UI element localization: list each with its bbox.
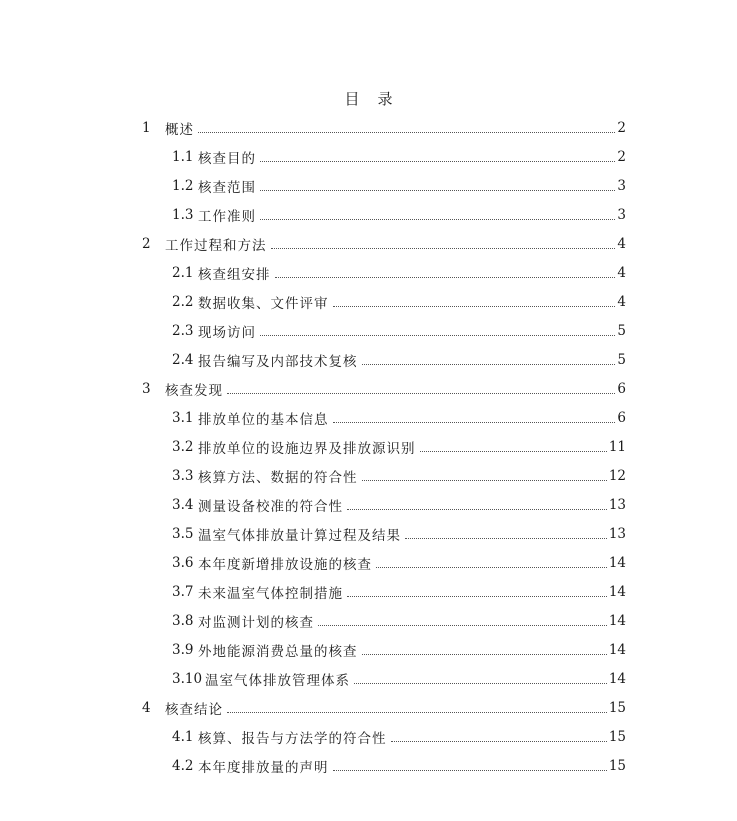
- toc-entry-label: 核查结论: [165, 698, 225, 718]
- toc-entry[interactable]: [0, 287, 737, 316]
- toc-entry-label: 外地能源消费总量的核查: [198, 640, 360, 660]
- toc-entry[interactable]: [0, 606, 737, 635]
- toc-entry-number: 1.1: [172, 148, 194, 165]
- toc-entry-page-number: 14: [608, 670, 626, 687]
- toc-entry-label: 本年度排放量的声明: [198, 756, 331, 776]
- toc-entry-page-number: 2: [617, 119, 626, 136]
- toc-entry-page-number: 6: [617, 409, 626, 426]
- toc-title-right: 录: [377, 90, 393, 108]
- toc-entry-number: 2.2: [172, 293, 194, 310]
- toc-entry-page-number: 13: [608, 496, 626, 513]
- toc-entry-number: 2.4: [172, 351, 194, 368]
- toc-leader-dots: [347, 595, 607, 597]
- toc-entry-label: 工作准则: [198, 205, 258, 225]
- toc-entry-number: 4: [142, 699, 151, 716]
- toc-entry-label: 温室气体排放管理体系: [205, 669, 352, 689]
- toc-entry-number: 2.1: [172, 264, 194, 281]
- toc-entry-label: 核算、报告与方法学的符合性: [198, 727, 389, 747]
- toc-entry-page-number: 14: [608, 612, 626, 629]
- toc-entry-number: 3.5: [172, 525, 194, 542]
- toc-entry-page-number: 12: [608, 467, 626, 484]
- toc-entry-page-number: 15: [608, 757, 626, 774]
- toc-entry[interactable]: [0, 403, 737, 432]
- toc-entry[interactable]: [0, 635, 737, 664]
- toc-entry[interactable]: [0, 171, 737, 200]
- toc-entry[interactable]: [0, 577, 737, 606]
- toc-leader-dots: [227, 711, 607, 713]
- toc-entry-page-number: 4: [617, 293, 626, 310]
- toc-leader-dots: [391, 740, 607, 742]
- toc-entry[interactable]: [0, 519, 737, 548]
- toc-entry-number: 3.10: [172, 670, 203, 687]
- toc-entry-page-number: 5: [617, 322, 626, 339]
- toc-leader-dots: [405, 537, 607, 539]
- toc-entry-number: 3.9: [172, 641, 194, 658]
- toc-entry-label: 测量设备校准的符合性: [198, 495, 345, 515]
- toc-entry-page-number: 2: [617, 148, 626, 165]
- toc-entry[interactable]: [0, 316, 737, 345]
- toc-entry-number: 3.4: [172, 496, 194, 513]
- toc-entry-page-number: 4: [617, 264, 626, 281]
- toc-leader-dots: [260, 334, 615, 336]
- toc-entry[interactable]: [0, 200, 737, 229]
- toc-leader-dots: [362, 479, 607, 481]
- toc-leader-dots: [362, 653, 607, 655]
- toc-leader-dots: [333, 305, 616, 307]
- toc-entry[interactable]: [0, 432, 737, 461]
- toc-entry-number: 3.1: [172, 409, 194, 426]
- toc-entry[interactable]: [0, 258, 737, 287]
- toc-leader-dots: [260, 160, 615, 162]
- toc-entry-number: 1: [142, 119, 151, 136]
- toc-entry-number: 3.2: [172, 438, 194, 455]
- toc-entry-label: 排放单位的基本信息: [198, 408, 331, 428]
- toc-leader-dots: [347, 508, 607, 510]
- toc-entry[interactable]: [0, 374, 737, 403]
- toc-title: [0, 88, 737, 109]
- toc-entry[interactable]: [0, 693, 737, 722]
- toc-entry-number: 2.3: [172, 322, 194, 339]
- toc-entry-label: 数据收集、文件评审: [198, 292, 331, 312]
- toc-entry-page-number: 4: [617, 235, 626, 252]
- toc-entry-number: 2: [142, 235, 151, 252]
- toc-entry-label: 核查发现: [165, 379, 225, 399]
- toc-entry-page-number: 3: [617, 206, 626, 223]
- toc-entry-label: 本年度新增排放设施的核查: [198, 553, 374, 573]
- toc-entry-page-number: 15: [608, 699, 626, 716]
- toc-entry[interactable]: [0, 142, 737, 171]
- toc-entry[interactable]: [0, 722, 737, 751]
- toc-entry-label: 温室气体排放量计算过程及结果: [198, 524, 403, 544]
- toc-entry-label: 排放单位的设施边界及排放源识别: [198, 437, 418, 457]
- toc-entry-number: 3: [142, 380, 151, 397]
- toc-leader-dots: [420, 450, 607, 452]
- toc-entry[interactable]: [0, 664, 737, 693]
- toc-entry-label: 对监测计划的核查: [198, 611, 316, 631]
- toc-entry-label: 报告编写及内部技术复核: [198, 350, 360, 370]
- toc-leader-dots: [260, 218, 615, 220]
- toc-entry-number: 4.2: [172, 757, 194, 774]
- toc-entry[interactable]: [0, 113, 737, 142]
- toc-entry-number: 4.1: [172, 728, 194, 745]
- toc-leader-dots: [260, 189, 615, 191]
- toc-leader-dots: [271, 247, 616, 249]
- toc-entry-page-number: 11: [608, 438, 626, 455]
- table-of-contents: [0, 113, 737, 780]
- toc-entry-number: 3.7: [172, 583, 194, 600]
- toc-entry[interactable]: [0, 461, 737, 490]
- toc-leader-dots: [376, 566, 607, 568]
- toc-entry-number: 3.8: [172, 612, 194, 629]
- toc-entry-label: 核查组安排: [198, 263, 273, 283]
- toc-entry-label: 未来温室气体控制措施: [198, 582, 345, 602]
- toc-entry[interactable]: [0, 548, 737, 577]
- toc-entry-number: 3.3: [172, 467, 194, 484]
- toc-entry-page-number: 13: [608, 525, 626, 542]
- toc-entry-label: 工作过程和方法: [165, 234, 269, 254]
- toc-entry[interactable]: [0, 490, 737, 519]
- toc-entry-label: 现场访问: [198, 321, 258, 341]
- toc-title-left: 目: [344, 90, 360, 108]
- toc-entry-number: 1.3: [172, 206, 194, 223]
- toc-entry-page-number: 14: [608, 641, 626, 658]
- toc-leader-dots: [275, 276, 616, 278]
- toc-entry-page-number: 3: [617, 177, 626, 194]
- toc-leader-dots: [318, 624, 607, 626]
- toc-leader-dots: [333, 421, 616, 423]
- toc-entry-page-number: 6: [617, 380, 626, 397]
- toc-entry-number: 1.2: [172, 177, 194, 194]
- toc-entry[interactable]: [0, 229, 737, 258]
- toc-entry-page-number: 15: [608, 728, 626, 745]
- toc-entry-page-number: 5: [617, 351, 626, 368]
- toc-entry-page-number: 14: [608, 554, 626, 571]
- toc-leader-dots: [354, 682, 607, 684]
- toc-entry-number: 3.6: [172, 554, 194, 571]
- toc-entry[interactable]: [0, 751, 737, 780]
- toc-entry-label: 概述: [165, 118, 196, 138]
- toc-leader-dots: [362, 363, 616, 365]
- toc-leader-dots: [227, 392, 615, 394]
- toc-leader-dots: [198, 131, 615, 133]
- toc-entry-page-number: 14: [608, 583, 626, 600]
- toc-entry-label: 核查范围: [198, 176, 258, 196]
- toc-entry-label: 核查目的: [198, 147, 258, 167]
- toc-entry-label: 核算方法、数据的符合性: [198, 466, 360, 486]
- toc-leader-dots: [333, 769, 607, 771]
- toc-entry[interactable]: [0, 345, 737, 374]
